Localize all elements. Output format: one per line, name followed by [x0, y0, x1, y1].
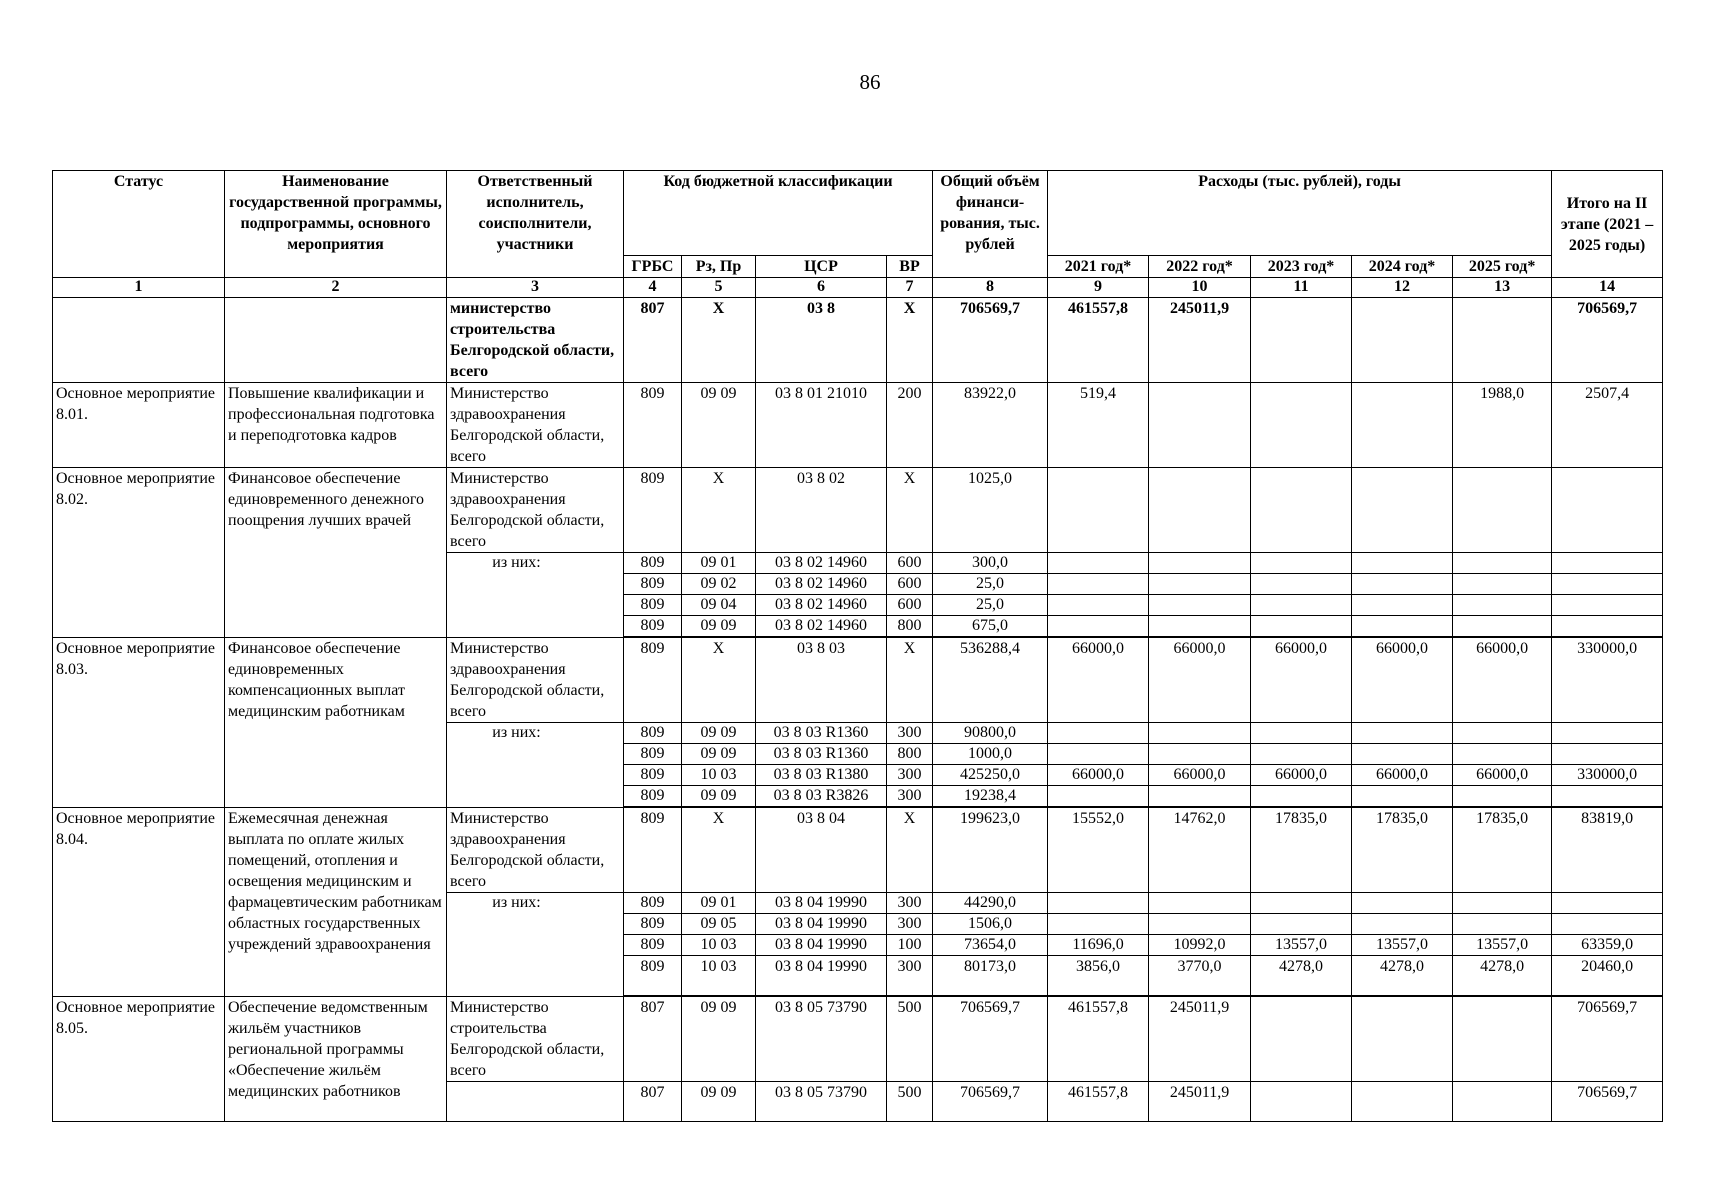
table-row	[53, 468, 1663, 553]
y2023-cell	[1251, 616, 1352, 637]
sum-cell	[1552, 723, 1663, 744]
y2025-cell	[1453, 744, 1552, 765]
csr-cell: 03 8 04 19990	[756, 893, 887, 914]
y2022-cell: 245011,9	[1149, 1082, 1251, 1122]
y2022-cell: 3770,0	[1149, 956, 1251, 996]
csr-cell: 03 8 05 73790	[756, 1082, 887, 1122]
executor-cell: Министерство здравоохранения Белгородской области, всего	[447, 383, 624, 468]
rzpr-cell: 09 09	[682, 383, 756, 468]
y2024-cell	[1352, 595, 1453, 616]
of-which-label: из них:	[447, 723, 624, 808]
y2025-cell: 66000,0	[1453, 765, 1552, 786]
vr-cell: Х	[887, 808, 933, 893]
column-number: 5	[682, 278, 756, 298]
vr-cell: Х	[887, 468, 933, 553]
rzpr-cell: 09 04	[682, 595, 756, 616]
y2022-cell: 245011,9	[1149, 997, 1251, 1082]
grbs-cell: 809	[624, 638, 682, 723]
y2024-cell: 17835,0	[1352, 808, 1453, 893]
executor-cell: Министерство строительства Белгородской области, всего	[447, 997, 624, 1082]
header-2024: 2024 год*	[1352, 256, 1453, 278]
y2021-cell: 15552,0	[1048, 808, 1149, 893]
sum-cell: 706569,7	[1552, 1082, 1663, 1122]
y2025-cell: 17835,0	[1453, 808, 1552, 893]
header-rzpr: Рз, Пр	[682, 256, 756, 278]
header-2023: 2023 год*	[1251, 256, 1352, 278]
vr-cell: Х	[887, 298, 933, 383]
y2022-cell: 245011,9	[1149, 298, 1251, 383]
y2025-cell: 66000,0	[1453, 638, 1552, 723]
y2025-cell	[1453, 914, 1552, 935]
vr-cell: Х	[887, 638, 933, 723]
executor-cell: Министерство здравоохранения Белгородской области, всего	[447, 808, 624, 893]
status-cell: Основное мероприятие 8.01.	[53, 383, 225, 468]
y2021-cell	[1048, 616, 1149, 637]
csr-cell: 03 8 04	[756, 808, 887, 893]
y2023-cell	[1251, 468, 1352, 553]
sum-cell: 2507,4	[1552, 383, 1663, 468]
y2025-cell	[1453, 574, 1552, 595]
vr-cell: 100	[887, 935, 933, 956]
y2022-cell	[1149, 786, 1251, 807]
name-cell: Обеспечение ведомственным жильём участников региональной программы «Обеспечение жильём медицинских работников	[225, 997, 447, 1122]
y2021-cell: 461557,8	[1048, 1082, 1149, 1122]
header-stage-total: Итого на II этапе (2021 – 2025 годы)	[1552, 171, 1663, 278]
column-number: 7	[887, 278, 933, 298]
y2023-cell	[1251, 1082, 1352, 1122]
header-expenses: Расходы (тыс. рублей), годы	[1048, 171, 1552, 256]
y2022-cell	[1149, 744, 1251, 765]
y2021-cell: 3856,0	[1048, 956, 1149, 996]
y2023-cell: 4278,0	[1251, 956, 1352, 996]
rzpr-cell: 09 09	[682, 1082, 756, 1122]
y2022-cell: 10992,0	[1149, 935, 1251, 956]
y2023-cell: 66000,0	[1251, 765, 1352, 786]
y2023-cell	[1251, 723, 1352, 744]
csr-cell: 03 8 05 73790	[756, 997, 887, 1082]
csr-cell: 03 8 04 19990	[756, 935, 887, 956]
y2025-cell	[1453, 997, 1552, 1082]
y2024-cell: 4278,0	[1352, 956, 1453, 996]
grbs-cell: 809	[624, 935, 682, 956]
table-row	[53, 808, 1663, 893]
grbs-cell: 809	[624, 553, 682, 574]
grbs-cell: 809	[624, 744, 682, 765]
y2022-cell	[1149, 468, 1251, 553]
y2022-cell: 66000,0	[1149, 765, 1251, 786]
vr-cell: 300	[887, 723, 933, 744]
vr-cell: 300	[887, 956, 933, 996]
csr-cell: 03 8 03 R1380	[756, 765, 887, 786]
of-which-label: из них:	[447, 553, 624, 638]
status-cell: Основное мероприятие 8.03.	[53, 638, 225, 808]
y2024-cell: 66000,0	[1352, 638, 1453, 723]
vr-cell: 800	[887, 616, 933, 637]
y2023-cell: 13557,0	[1251, 935, 1352, 956]
y2025-cell	[1453, 595, 1552, 616]
y2022-cell: 14762,0	[1149, 808, 1251, 893]
vr-cell: 500	[887, 1082, 933, 1122]
rzpr-cell: Х	[682, 298, 756, 383]
y2022-cell	[1149, 723, 1251, 744]
y2022-cell	[1149, 893, 1251, 914]
y2021-cell	[1048, 574, 1149, 595]
sum-cell	[1552, 616, 1663, 637]
column-number: 9	[1048, 278, 1149, 298]
grbs-cell: 807	[624, 1082, 682, 1122]
total-cell: 80173,0	[933, 956, 1048, 996]
y2021-cell	[1048, 595, 1149, 616]
sum-cell	[1552, 553, 1663, 574]
y2021-cell: 461557,8	[1048, 997, 1149, 1082]
y2023-cell	[1251, 997, 1352, 1082]
name-cell: Финансовое обеспечение единовременных компенсационных выплат медицинским работникам	[225, 638, 447, 808]
header-status: Статус	[53, 171, 225, 278]
csr-cell: 03 8 03 R1360	[756, 744, 887, 765]
csr-cell: 03 8 04 19990	[756, 914, 887, 935]
vr-cell: 200	[887, 383, 933, 468]
page-number: 86	[859, 70, 881, 94]
table-row	[53, 997, 1663, 1082]
column-number: 4	[624, 278, 682, 298]
y2025-cell	[1453, 468, 1552, 553]
sum-cell: 330000,0	[1552, 765, 1663, 786]
total-cell: 83922,0	[933, 383, 1048, 468]
y2022-cell	[1149, 574, 1251, 595]
csr-cell: 03 8 01 21010	[756, 383, 887, 468]
total-cell: 90800,0	[933, 723, 1048, 744]
header-2022: 2022 год*	[1149, 256, 1251, 278]
rzpr-cell: 09 09	[682, 723, 756, 744]
grbs-cell: 809	[624, 914, 682, 935]
csr-cell: 03 8 02 14960	[756, 595, 887, 616]
y2025-cell: 4278,0	[1453, 956, 1552, 996]
sum-cell	[1552, 468, 1663, 553]
total-cell: 1025,0	[933, 468, 1048, 553]
sum-cell: 706569,7	[1552, 997, 1663, 1082]
rzpr-cell: Х	[682, 468, 756, 553]
csr-cell: 03 8 02	[756, 468, 887, 553]
total-cell: 706569,7	[933, 997, 1048, 1082]
column-number: 3	[447, 278, 624, 298]
header-executor: Ответственный исполнитель, соисполнители, участники	[447, 171, 624, 278]
y2023-cell	[1251, 553, 1352, 574]
vr-cell: 300	[887, 765, 933, 786]
total-cell: 19238,4	[933, 786, 1048, 807]
total-cell: 25,0	[933, 595, 1048, 616]
total-cell: 425250,0	[933, 765, 1048, 786]
y2024-cell	[1352, 383, 1453, 468]
sum-cell: 83819,0	[1552, 808, 1663, 893]
sum-cell	[1552, 914, 1663, 935]
vr-cell: 300	[887, 786, 933, 807]
total-cell: 44290,0	[933, 893, 1048, 914]
y2023-cell	[1251, 914, 1352, 935]
column-number: 8	[933, 278, 1048, 298]
table-row	[53, 298, 1663, 383]
total-cell: 706569,7	[933, 298, 1048, 383]
executor-cell: министерство строительства Белгородской области, всего	[447, 298, 624, 383]
budget-table	[52, 170, 1663, 1122]
y2021-cell	[1048, 914, 1149, 935]
header-csr: ЦСР	[756, 256, 887, 278]
vr-cell: 500	[887, 997, 933, 1082]
y2025-cell	[1453, 723, 1552, 744]
y2021-cell	[1048, 786, 1149, 807]
status-cell: Основное мероприятие 8.04.	[53, 808, 225, 997]
y2025-cell	[1453, 893, 1552, 914]
column-number: 1	[53, 278, 225, 298]
y2023-cell: 66000,0	[1251, 638, 1352, 723]
y2021-cell	[1048, 723, 1149, 744]
total-cell: 536288,4	[933, 638, 1048, 723]
y2024-cell	[1352, 616, 1453, 637]
executor-cell: Министерство здравоохранения Белгородской области, всего	[447, 468, 624, 553]
status-cell	[53, 298, 225, 383]
y2021-cell	[1048, 553, 1149, 574]
vr-cell: 600	[887, 553, 933, 574]
y2025-cell	[1453, 616, 1552, 637]
grbs-cell: 809	[624, 765, 682, 786]
header-2025: 2025 год*	[1453, 256, 1552, 278]
grbs-cell: 809	[624, 723, 682, 744]
grbs-cell: 809	[624, 893, 682, 914]
vr-cell: 300	[887, 914, 933, 935]
y2021-cell: 66000,0	[1048, 765, 1149, 786]
grbs-cell: 809	[624, 383, 682, 468]
y2023-cell	[1251, 744, 1352, 765]
vr-cell: 300	[887, 893, 933, 914]
csr-cell: 03 8 03	[756, 638, 887, 723]
csr-cell: 03 8 02 14960	[756, 574, 887, 595]
total-cell: 675,0	[933, 616, 1048, 637]
y2023-cell	[1251, 298, 1352, 383]
y2021-cell: 66000,0	[1048, 638, 1149, 723]
y2025-cell: 13557,0	[1453, 935, 1552, 956]
rzpr-cell: 10 03	[682, 765, 756, 786]
executor-cell: Министерство здравоохранения Белгородской области, всего	[447, 638, 624, 723]
y2023-cell	[1251, 893, 1352, 914]
y2025-cell	[1453, 786, 1552, 807]
grbs-cell: 809	[624, 574, 682, 595]
y2024-cell	[1352, 723, 1453, 744]
y2021-cell: 461557,8	[1048, 298, 1149, 383]
y2024-cell: 13557,0	[1352, 935, 1453, 956]
grbs-cell: 809	[624, 595, 682, 616]
column-number: 6	[756, 278, 887, 298]
sum-cell: 63359,0	[1552, 935, 1663, 956]
csr-cell: 03 8 03 R1360	[756, 723, 887, 744]
rzpr-cell: 09 01	[682, 553, 756, 574]
y2023-cell	[1251, 786, 1352, 807]
y2024-cell	[1352, 893, 1453, 914]
header-grbs: ГРБС	[624, 256, 682, 278]
grbs-cell: 807	[624, 997, 682, 1082]
y2024-cell	[1352, 786, 1453, 807]
table-row	[53, 638, 1663, 723]
y2022-cell	[1149, 553, 1251, 574]
sum-cell	[1552, 744, 1663, 765]
y2025-cell: 1988,0	[1453, 383, 1552, 468]
sum-cell	[1552, 574, 1663, 595]
sum-cell: 706569,7	[1552, 298, 1663, 383]
column-number: 14	[1552, 278, 1663, 298]
y2024-cell	[1352, 468, 1453, 553]
grbs-cell: 809	[624, 956, 682, 996]
table-row	[53, 383, 1663, 468]
vr-cell: 600	[887, 574, 933, 595]
column-number: 11	[1251, 278, 1352, 298]
total-cell: 1000,0	[933, 744, 1048, 765]
y2021-cell	[1048, 744, 1149, 765]
status-cell: Основное мероприятие 8.02.	[53, 468, 225, 638]
y2025-cell	[1453, 553, 1552, 574]
rzpr-cell: Х	[682, 808, 756, 893]
y2023-cell	[1251, 595, 1352, 616]
column-number: 2	[225, 278, 447, 298]
executor-cell	[447, 1082, 624, 1122]
csr-cell: 03 8 02 14960	[756, 616, 887, 637]
y2021-cell: 519,4	[1048, 383, 1149, 468]
rzpr-cell: 09 02	[682, 574, 756, 595]
total-cell: 73654,0	[933, 935, 1048, 956]
grbs-cell: 809	[624, 468, 682, 553]
vr-cell: 800	[887, 744, 933, 765]
sum-cell: 20460,0	[1552, 956, 1663, 996]
y2024-cell	[1352, 1082, 1453, 1122]
rzpr-cell: Х	[682, 638, 756, 723]
rzpr-cell: 09 05	[682, 914, 756, 935]
total-cell: 25,0	[933, 574, 1048, 595]
name-cell	[225, 298, 447, 383]
vr-cell: 600	[887, 595, 933, 616]
column-number: 10	[1149, 278, 1251, 298]
y2024-cell: 66000,0	[1352, 765, 1453, 786]
column-number: 12	[1352, 278, 1453, 298]
column-number: 13	[1453, 278, 1552, 298]
y2023-cell: 17835,0	[1251, 808, 1352, 893]
rzpr-cell: 10 03	[682, 956, 756, 996]
rzpr-cell: 10 03	[682, 935, 756, 956]
rzpr-cell: 09 09	[682, 786, 756, 807]
y2023-cell	[1251, 574, 1352, 595]
total-cell: 706569,7	[933, 1082, 1048, 1122]
grbs-cell: 809	[624, 786, 682, 807]
y2024-cell	[1352, 553, 1453, 574]
of-which-label: из них:	[447, 893, 624, 997]
grbs-cell: 809	[624, 808, 682, 893]
sum-cell: 330000,0	[1552, 638, 1663, 723]
y2023-cell	[1251, 383, 1352, 468]
y2021-cell	[1048, 468, 1149, 553]
rzpr-cell: 09 09	[682, 997, 756, 1082]
rzpr-cell: 09 01	[682, 893, 756, 914]
y2025-cell	[1453, 298, 1552, 383]
rzpr-cell: 09 09	[682, 744, 756, 765]
csr-cell: 03 8 04 19990	[756, 956, 887, 996]
y2022-cell	[1149, 914, 1251, 935]
y2022-cell	[1149, 595, 1251, 616]
y2024-cell	[1352, 744, 1453, 765]
grbs-cell: 809	[624, 616, 682, 637]
total-cell: 300,0	[933, 553, 1048, 574]
sum-cell	[1552, 893, 1663, 914]
y2025-cell	[1453, 1082, 1552, 1122]
total-cell: 199623,0	[933, 808, 1048, 893]
y2024-cell	[1352, 298, 1453, 383]
name-cell: Финансовое обеспечение единовременного денежного поощрения лучших врачей	[225, 468, 447, 638]
name-cell: Повышение квалификации и профессиональная подготовка и переподготовка кадров	[225, 383, 447, 468]
y2024-cell	[1352, 914, 1453, 935]
rzpr-cell: 09 09	[682, 616, 756, 637]
y2024-cell	[1352, 997, 1453, 1082]
total-cell: 1506,0	[933, 914, 1048, 935]
y2024-cell	[1352, 574, 1453, 595]
header-vr: ВР	[887, 256, 933, 278]
y2022-cell	[1149, 383, 1251, 468]
y2022-cell: 66000,0	[1149, 638, 1251, 723]
header-total: Общий объём финанси-рования, тыс. рублей	[933, 171, 1048, 278]
y2021-cell: 11696,0	[1048, 935, 1149, 956]
csr-cell: 03 8 02 14960	[756, 553, 887, 574]
csr-cell: 03 8	[756, 298, 887, 383]
y2021-cell	[1048, 893, 1149, 914]
csr-cell: 03 8 03 R3826	[756, 786, 887, 807]
header-name: Наименование государственной программы, подпрограммы, основного мероприятия	[225, 171, 447, 278]
header-2021: 2021 год*	[1048, 256, 1149, 278]
sum-cell	[1552, 595, 1663, 616]
grbs-cell: 807	[624, 298, 682, 383]
sum-cell	[1552, 786, 1663, 807]
name-cell: Ежемесячная денежная выплата по оплате жилых помещений, отопления и освещения медицинским и фармацевтическим работникам областных государственных учреждений здравоохранения	[225, 808, 447, 997]
y2022-cell	[1149, 616, 1251, 637]
status-cell: Основное мероприятие 8.05.	[53, 997, 225, 1122]
header-budget-code: Код бюджетной классификации	[624, 171, 933, 256]
